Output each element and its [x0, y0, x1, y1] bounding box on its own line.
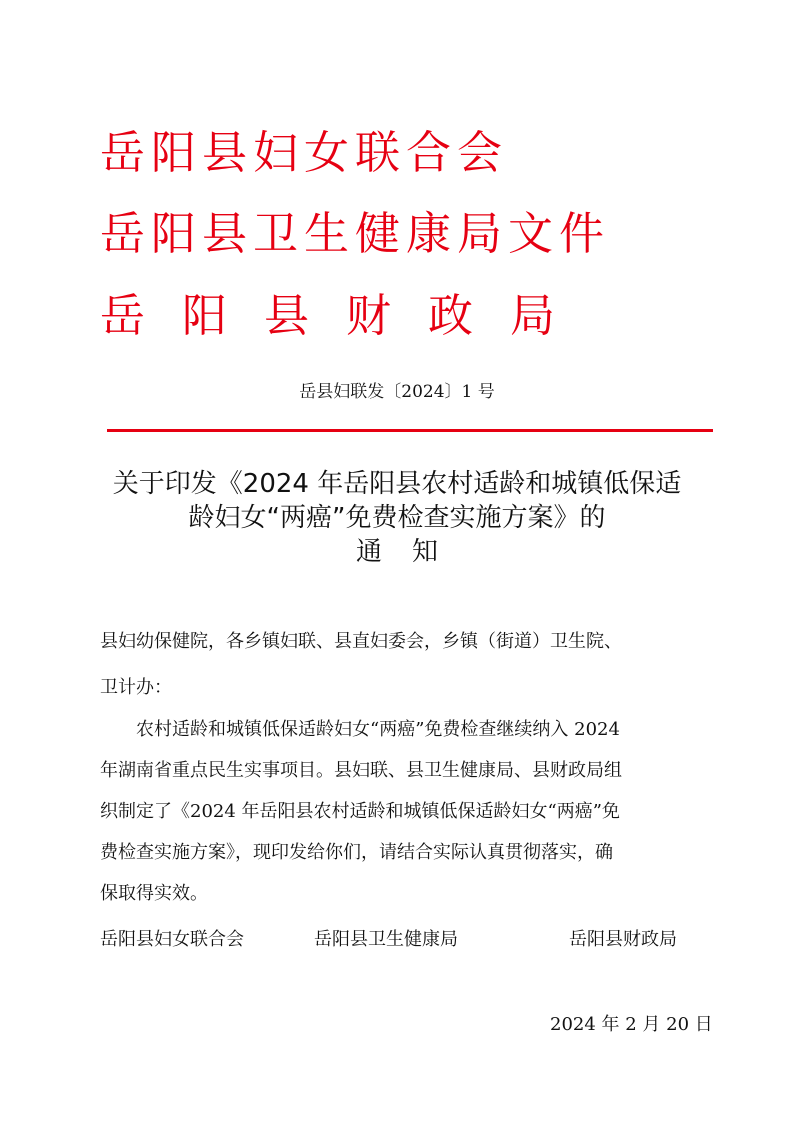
body-line-2: 年湖南省重点民生实事项目。县妇联、县卫生健康局、县财政局组	[100, 760, 622, 781]
body-line-3: 织制定了《2024 年岳阳县农村适龄和城镇低保适龄妇女“两癌”免	[100, 801, 620, 822]
issue-date: 2024 年 2 月 20 日	[550, 1014, 713, 1035]
issuer-header-line-1: 岳阳县妇女联合会	[100, 126, 509, 179]
signature-org-3: 岳阳县财政局	[569, 929, 677, 950]
body-line-5: 保取得实效。	[100, 883, 208, 904]
addressee-line-2: 卫计办：	[100, 677, 172, 698]
issuer-header-line-3: 岳阳县财政局	[100, 289, 593, 342]
document-title	[0, 467, 794, 569]
body-line-1: 农村适龄和城镇低保适龄妇女“两癌”免费检查继续纳入 2024	[136, 719, 620, 740]
document-number: 岳县妇联发〔2024〕1 号	[299, 382, 495, 402]
title-line-2: 龄妇女“两癌”免费检查实施方案》的	[188, 503, 606, 533]
addressee-line-1: 县妇幼保健院，各乡镇妇联、县直妇委会，乡镇（街道）卫生院、	[100, 631, 622, 652]
body-line-4: 费检查实施方案》，现印发给你们，请结合实际认真贯彻落实，确	[100, 842, 613, 863]
title-line-1: 关于印发《2024 年岳阳县农村适龄和城镇低保适	[112, 469, 682, 499]
issuer-header-line-2: 岳阳县卫生健康局文件	[100, 207, 611, 260]
red-separator-rule	[107, 429, 713, 432]
title-line-3: 通知	[355, 537, 468, 567]
signature-org-1: 岳阳县妇女联合会	[100, 929, 244, 950]
signature-org-2: 岳阳县卫生健康局	[314, 929, 458, 950]
